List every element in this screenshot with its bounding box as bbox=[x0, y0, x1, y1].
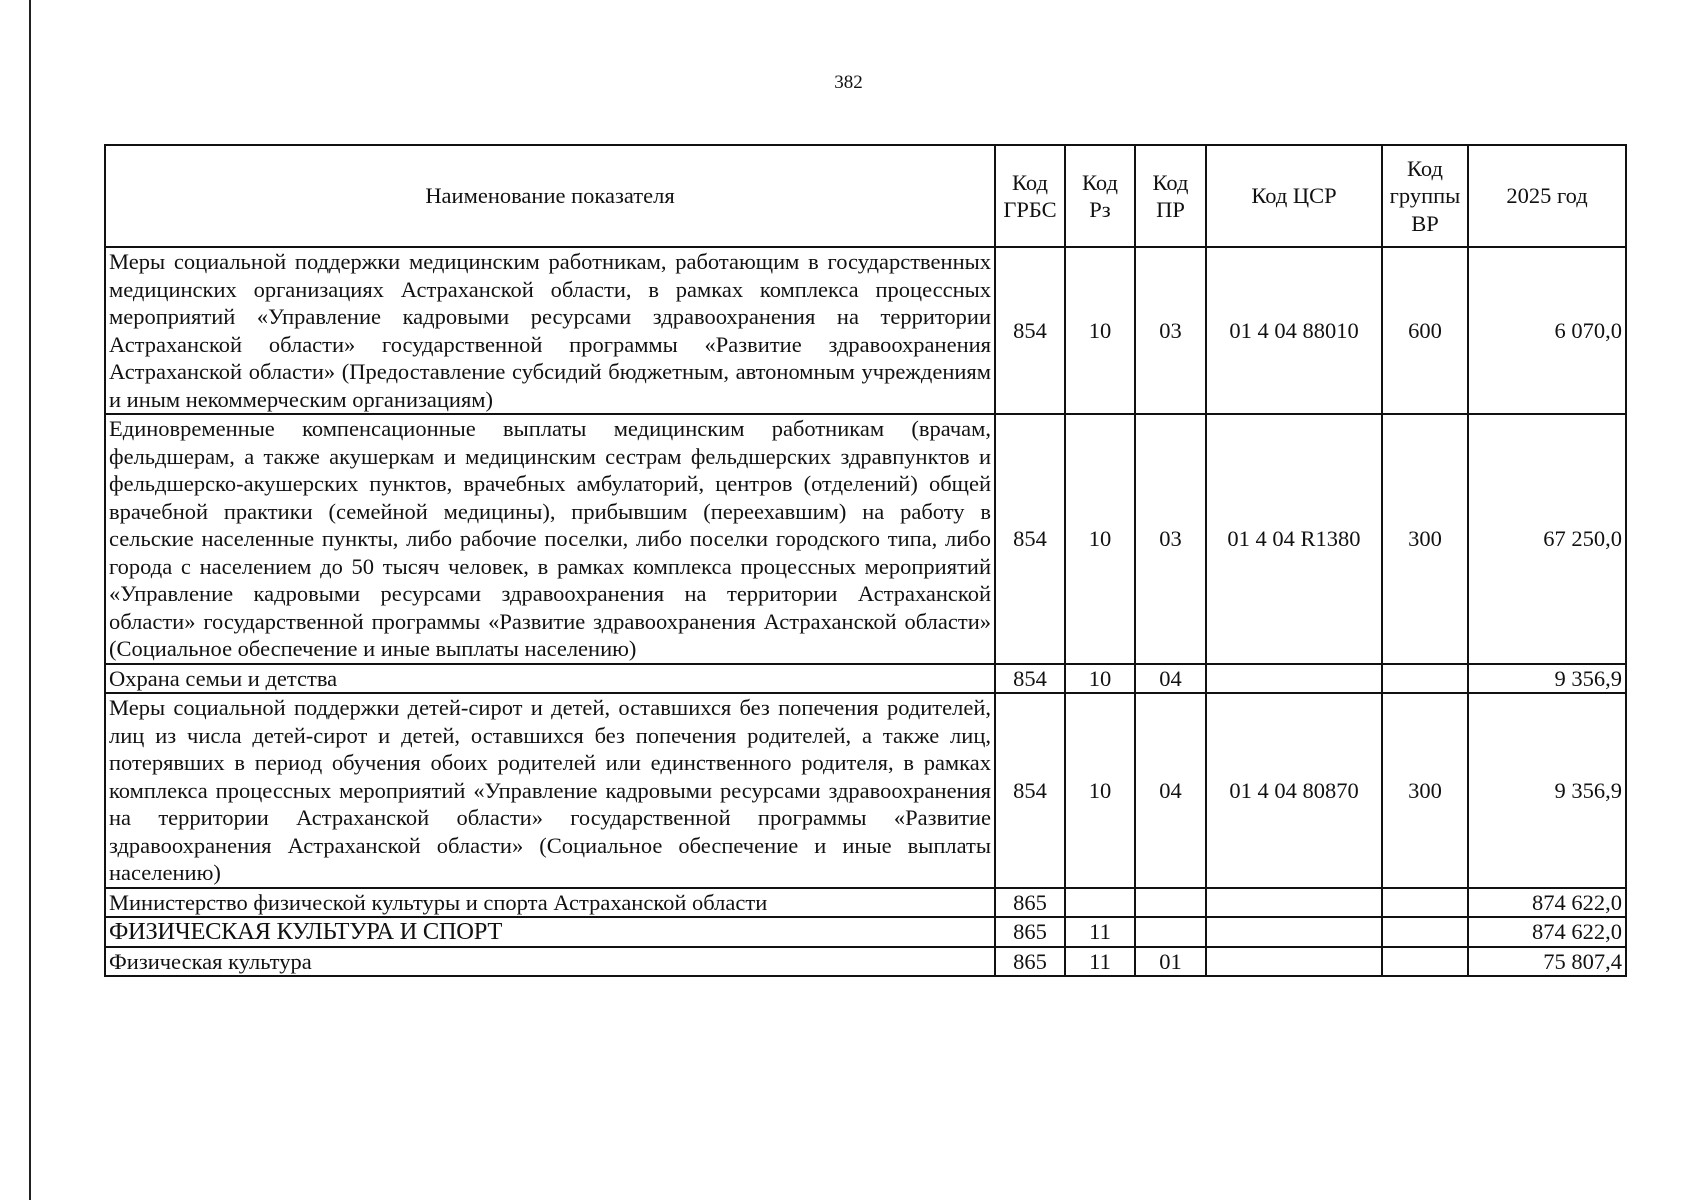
header-year: 2025 год bbox=[1468, 145, 1626, 247]
row-name: ФИЗИЧЕСКАЯ КУЛЬТУРА И СПОРТ bbox=[105, 917, 995, 947]
row-grbs: 865 bbox=[995, 917, 1065, 947]
row-rz: 10 bbox=[1065, 693, 1135, 888]
table-row bbox=[105, 917, 1626, 947]
row-pr bbox=[1135, 917, 1206, 947]
table-header-row bbox=[105, 145, 1626, 247]
header-pr: Код ПР bbox=[1135, 145, 1206, 247]
header-rz: Код Рз bbox=[1065, 145, 1135, 247]
row-rz: 11 bbox=[1065, 947, 1135, 977]
row-amount: 75 807,4 bbox=[1468, 947, 1626, 977]
header-grbs: Код ГРБС bbox=[995, 145, 1065, 247]
row-amount: 9 356,9 bbox=[1468, 693, 1626, 888]
header-vr: Код группы ВР bbox=[1382, 145, 1468, 247]
row-grbs: 854 bbox=[995, 414, 1065, 664]
row-vr: 600 bbox=[1382, 247, 1468, 414]
row-pr: 04 bbox=[1135, 664, 1206, 694]
table-row bbox=[105, 947, 1626, 977]
row-grbs: 854 bbox=[995, 664, 1065, 694]
row-vr bbox=[1382, 664, 1468, 694]
row-pr: 01 bbox=[1135, 947, 1206, 977]
row-csr bbox=[1206, 917, 1382, 947]
row-grbs: 854 bbox=[995, 693, 1065, 888]
row-amount: 67 250,0 bbox=[1468, 414, 1626, 664]
row-name: Единовременные компенсационные выплаты медицинским работникам (врачам, фельдшерам, а также акушеркам и медицинским сестрам фельдшерских здравпунктов и фельдшерско-акушерских пунктов, врачебных амбулаторий, центров (отделений) общей врачебной практики (семейной медицины), прибывшим (переехавшим) на работу в сельские населенные пункты, либо рабочие поселки, либо поселки городского типа, либо города с населением до 50 тысяч человек, в рамках комплекса процессных мероприятий «Управление кадровыми ресурсами здравоохранения на территории Астраханской области» государственной программы «Развитие здравоохранения Астраханской области» (Социальное обеспечение и иные выплаты населению) bbox=[105, 414, 995, 664]
row-rz: 11 bbox=[1065, 917, 1135, 947]
row-csr: 01 4 04 88010 bbox=[1206, 247, 1382, 414]
row-pr: 03 bbox=[1135, 247, 1206, 414]
row-name: Охрана семьи и детства bbox=[105, 664, 995, 694]
scan-edge-line bbox=[29, 0, 31, 1200]
table-row bbox=[105, 693, 1626, 888]
row-pr: 03 bbox=[1135, 414, 1206, 664]
page-number: 382 bbox=[834, 72, 863, 93]
row-pr bbox=[1135, 888, 1206, 918]
row-vr: 300 bbox=[1382, 414, 1468, 664]
row-name: Меры социальной поддержки детей-сирот и детей, оставшихся без попечения родителей, лиц из числа детей-сирот и детей, оставшихся без попечения родителей, а также лиц, потерявших в период обучения обоих родителей или единственного родителя, в рамках комплекса процессных мероприятий «Управление кадровыми ресурсами здравоохранения на территории Астраханской области» государственной программы «Развитие здравоохранения Астраханской области» (Социальное обеспечение и иные выплаты населению) bbox=[105, 693, 995, 888]
row-rz: 10 bbox=[1065, 414, 1135, 664]
row-vr bbox=[1382, 947, 1468, 977]
row-vr bbox=[1382, 917, 1468, 947]
table-row bbox=[105, 414, 1626, 664]
row-rz bbox=[1065, 888, 1135, 918]
row-name: Министерство физической культуры и спорта Астраханской области bbox=[105, 888, 995, 918]
row-csr: 01 4 04 R1380 bbox=[1206, 414, 1382, 664]
row-csr bbox=[1206, 947, 1382, 977]
row-amount: 9 356,9 bbox=[1468, 664, 1626, 694]
row-csr bbox=[1206, 664, 1382, 694]
row-amount: 874 622,0 bbox=[1468, 888, 1626, 918]
row-vr bbox=[1382, 888, 1468, 918]
budget-table bbox=[104, 144, 1627, 977]
table-row bbox=[105, 888, 1626, 918]
row-grbs: 865 bbox=[995, 888, 1065, 918]
row-vr: 300 bbox=[1382, 693, 1468, 888]
header-csr: Код ЦСР bbox=[1206, 145, 1382, 247]
row-rz: 10 bbox=[1065, 247, 1135, 414]
row-pr: 04 bbox=[1135, 693, 1206, 888]
row-grbs: 865 bbox=[995, 947, 1065, 977]
table-row bbox=[105, 247, 1626, 414]
row-amount: 874 622,0 bbox=[1468, 917, 1626, 947]
row-rz: 10 bbox=[1065, 664, 1135, 694]
row-csr bbox=[1206, 888, 1382, 918]
row-csr: 01 4 04 80870 bbox=[1206, 693, 1382, 888]
header-name: Наименование показателя bbox=[105, 145, 995, 247]
row-amount: 6 070,0 bbox=[1468, 247, 1626, 414]
table-row bbox=[105, 664, 1626, 694]
row-grbs: 854 bbox=[995, 247, 1065, 414]
row-name: Меры социальной поддержки медицинским работникам, работающим в государственных медицинских организациях Астраханской области, в рамках комплекса процессных мероприятий «Управление кадровыми ресурсами здравоохранения на территории Астраханской области» государственной программы «Развитие здравоохранения Астраханской области» (Предоставление субсидий бюджетным, автономным учреждениям и иным некоммерческим организациям) bbox=[105, 247, 995, 414]
row-name: Физическая культура bbox=[105, 947, 995, 977]
